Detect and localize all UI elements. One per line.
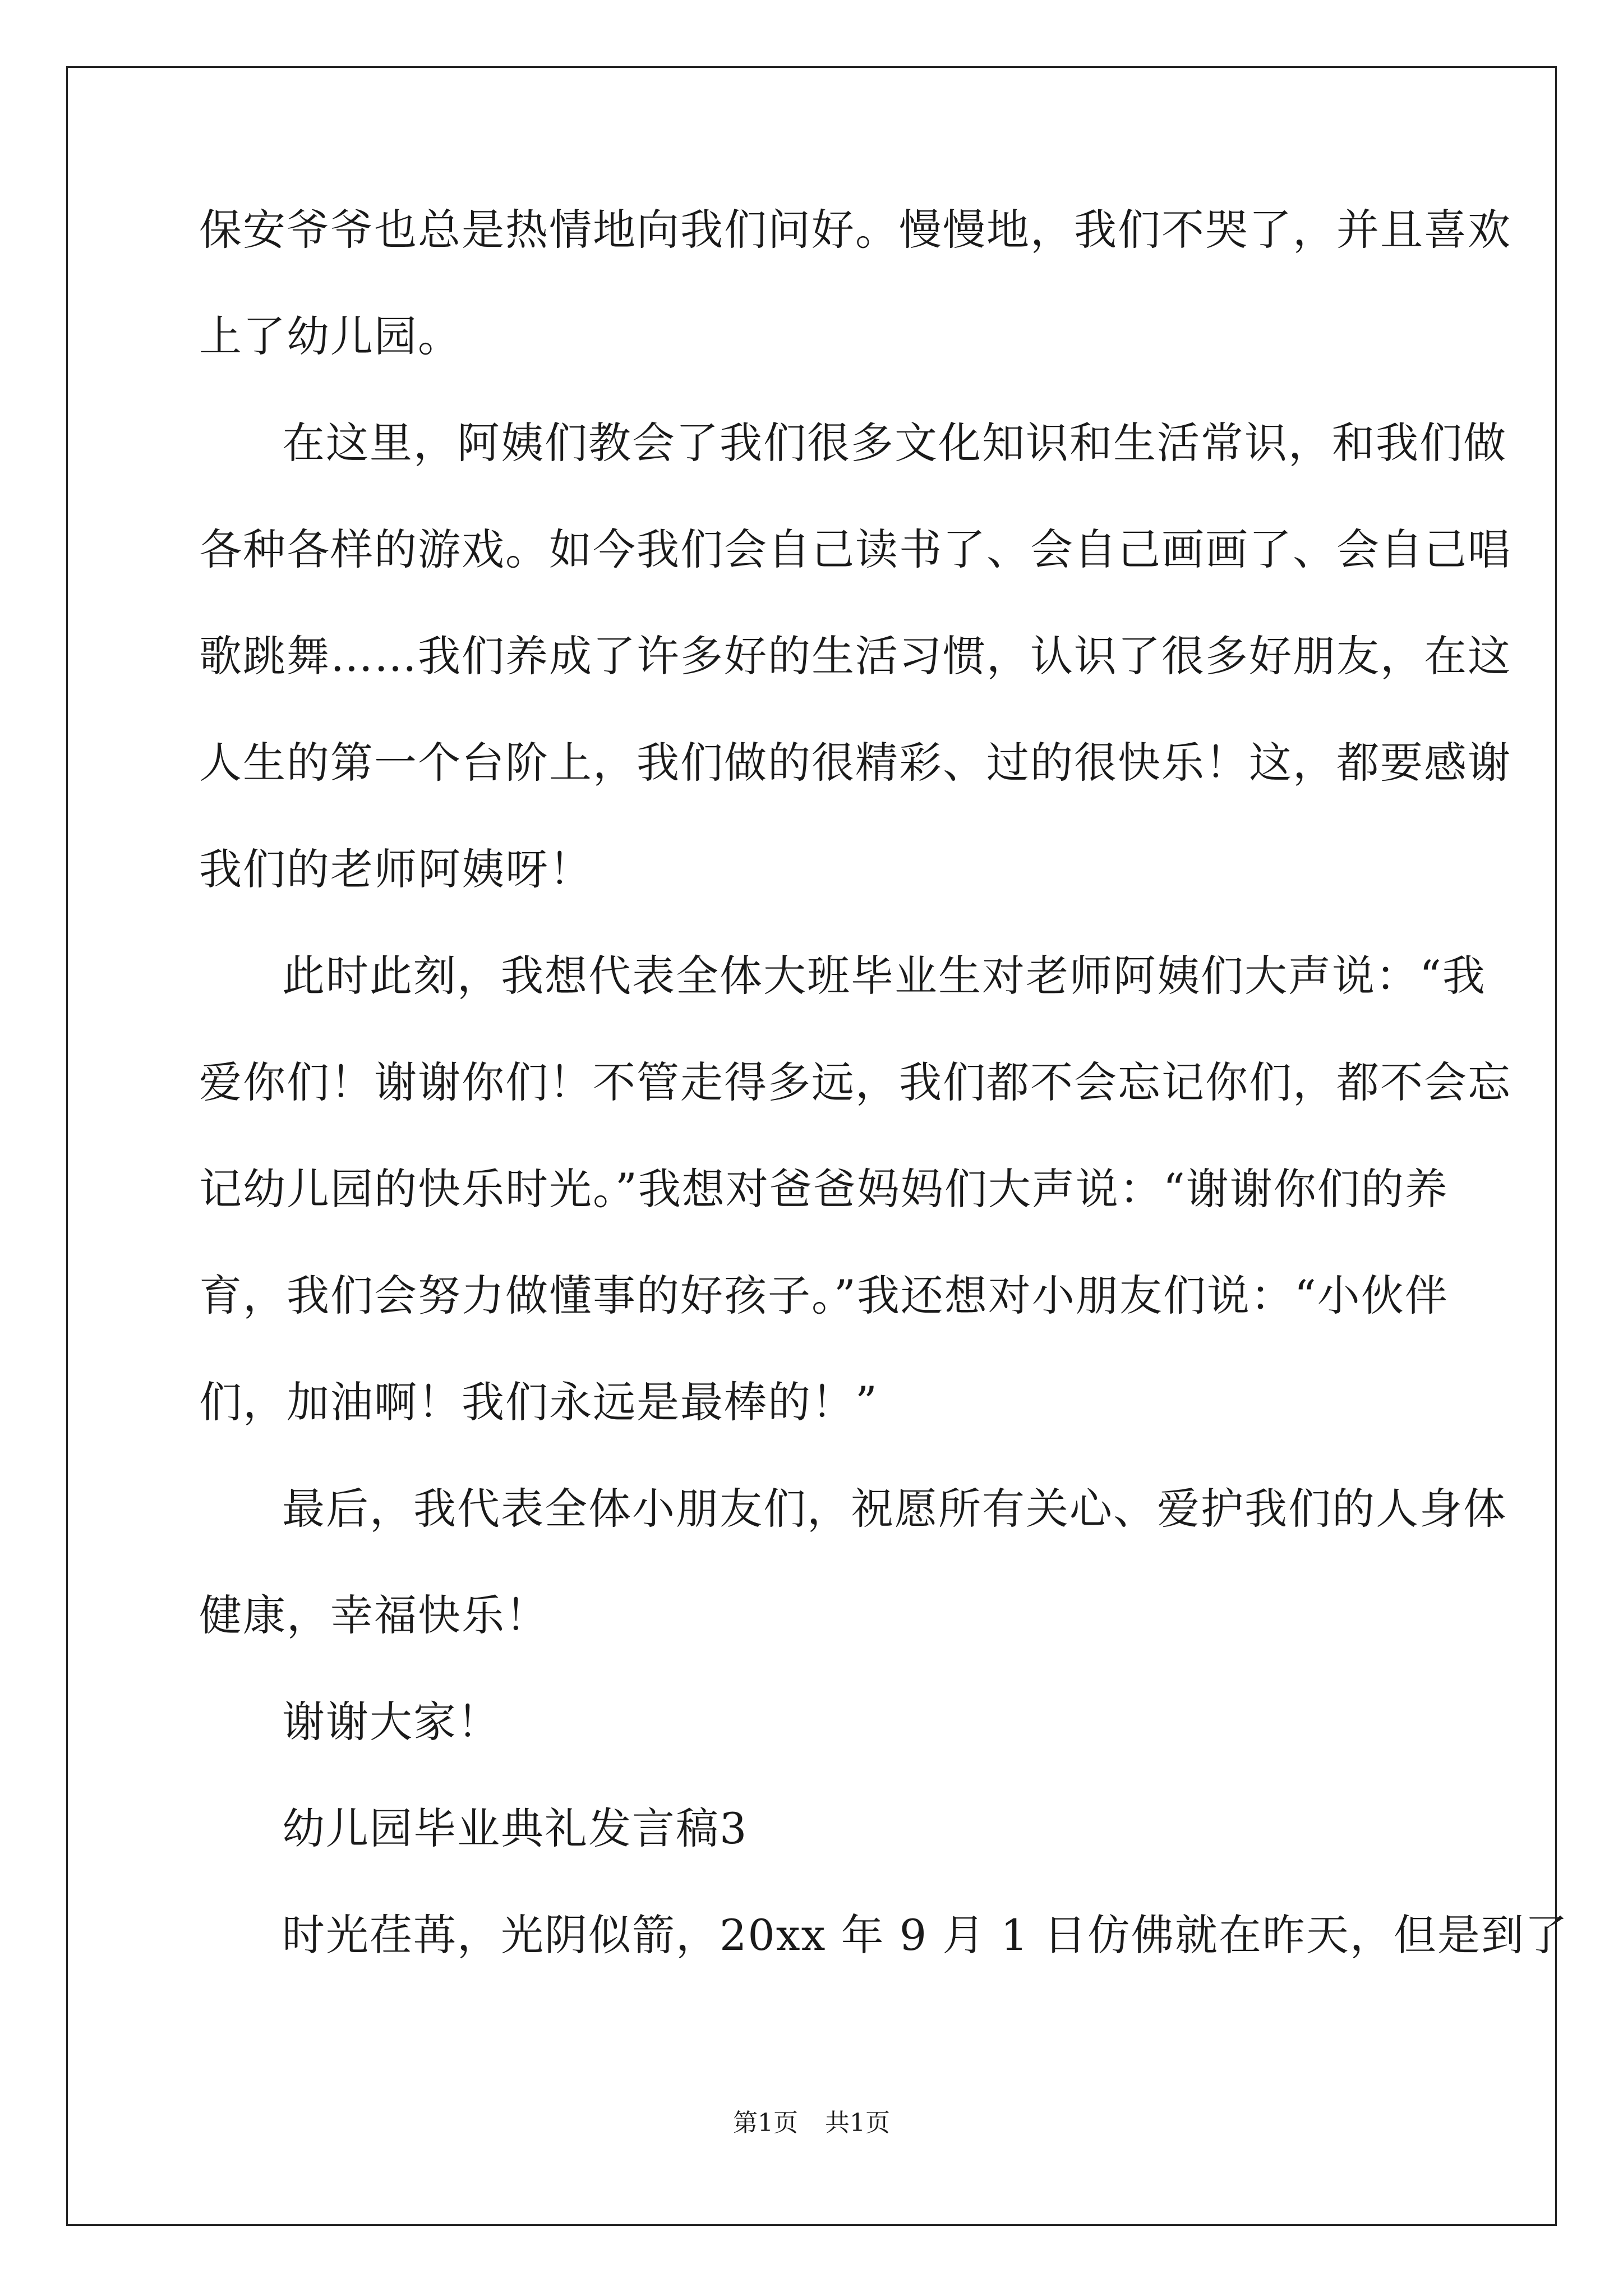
text-line: 健康，幸福快乐！ xyxy=(199,1590,549,1640)
section-heading: 幼儿园毕业典礼发言稿3 xyxy=(282,1803,748,1853)
page-footer xyxy=(0,2106,1623,2140)
text-line: 保安爷爷也总是热情地向我们问好。慢慢地，我们不哭了，并且喜欢 xyxy=(199,205,1511,255)
text-line: 各种各样的游戏。如今我们会自己读书了、会自己画画了、会自己唱 xyxy=(199,524,1511,574)
text-line: 我们的老师阿姨呀！ xyxy=(199,844,593,894)
paragraph-start-line: 在这里，阿姨们教会了我们很多文化知识和生活常识，和我们做 xyxy=(282,418,1507,468)
paragraph-start-line: 时光荏苒，光阴似箭，20xx 年 9 月 1 日仿佛就在昨天，但是到了 xyxy=(282,1910,1569,1960)
text-line: 爱你们！谢谢你们！不管走得多远，我们都不会忘记你们，都不会忘 xyxy=(199,1057,1511,1107)
text-line: 人生的第一个台阶上，我们做的很精彩、过的很快乐！这，都要感谢 xyxy=(199,738,1511,788)
page-number: 第1页 xyxy=(733,2109,798,2137)
paragraph-start-line: 谢谢大家！ xyxy=(282,1697,501,1747)
paragraph-start-line: 最后，我代表全体小朋友们，祝愿所有关心、爱护我们的人身体 xyxy=(282,1484,1507,1534)
text-line: 育，我们会努力做懂事的好孩子。”我还想对小朋友们说：“小伙伴 xyxy=(199,1271,1449,1320)
text-line: 记幼儿园的快乐时光。”我想对爸爸妈妈们大声说：“谢谢你们的养 xyxy=(199,1164,1449,1214)
page-count: 共1页 xyxy=(825,2109,890,2137)
text-line: 歌跳舞……我们养成了许多好的生活习惯，认识了很多好朋友，在这 xyxy=(199,631,1511,681)
text-line: 上了幼儿园。 xyxy=(199,311,462,361)
page-border xyxy=(66,66,1557,2226)
paragraph-start-line: 此时此刻，我想代表全体大班毕业生对老师阿姨们大声说：“我 xyxy=(282,951,1486,1001)
text-line: 们，加油啊！我们永远是最棒的！” xyxy=(199,1377,878,1427)
